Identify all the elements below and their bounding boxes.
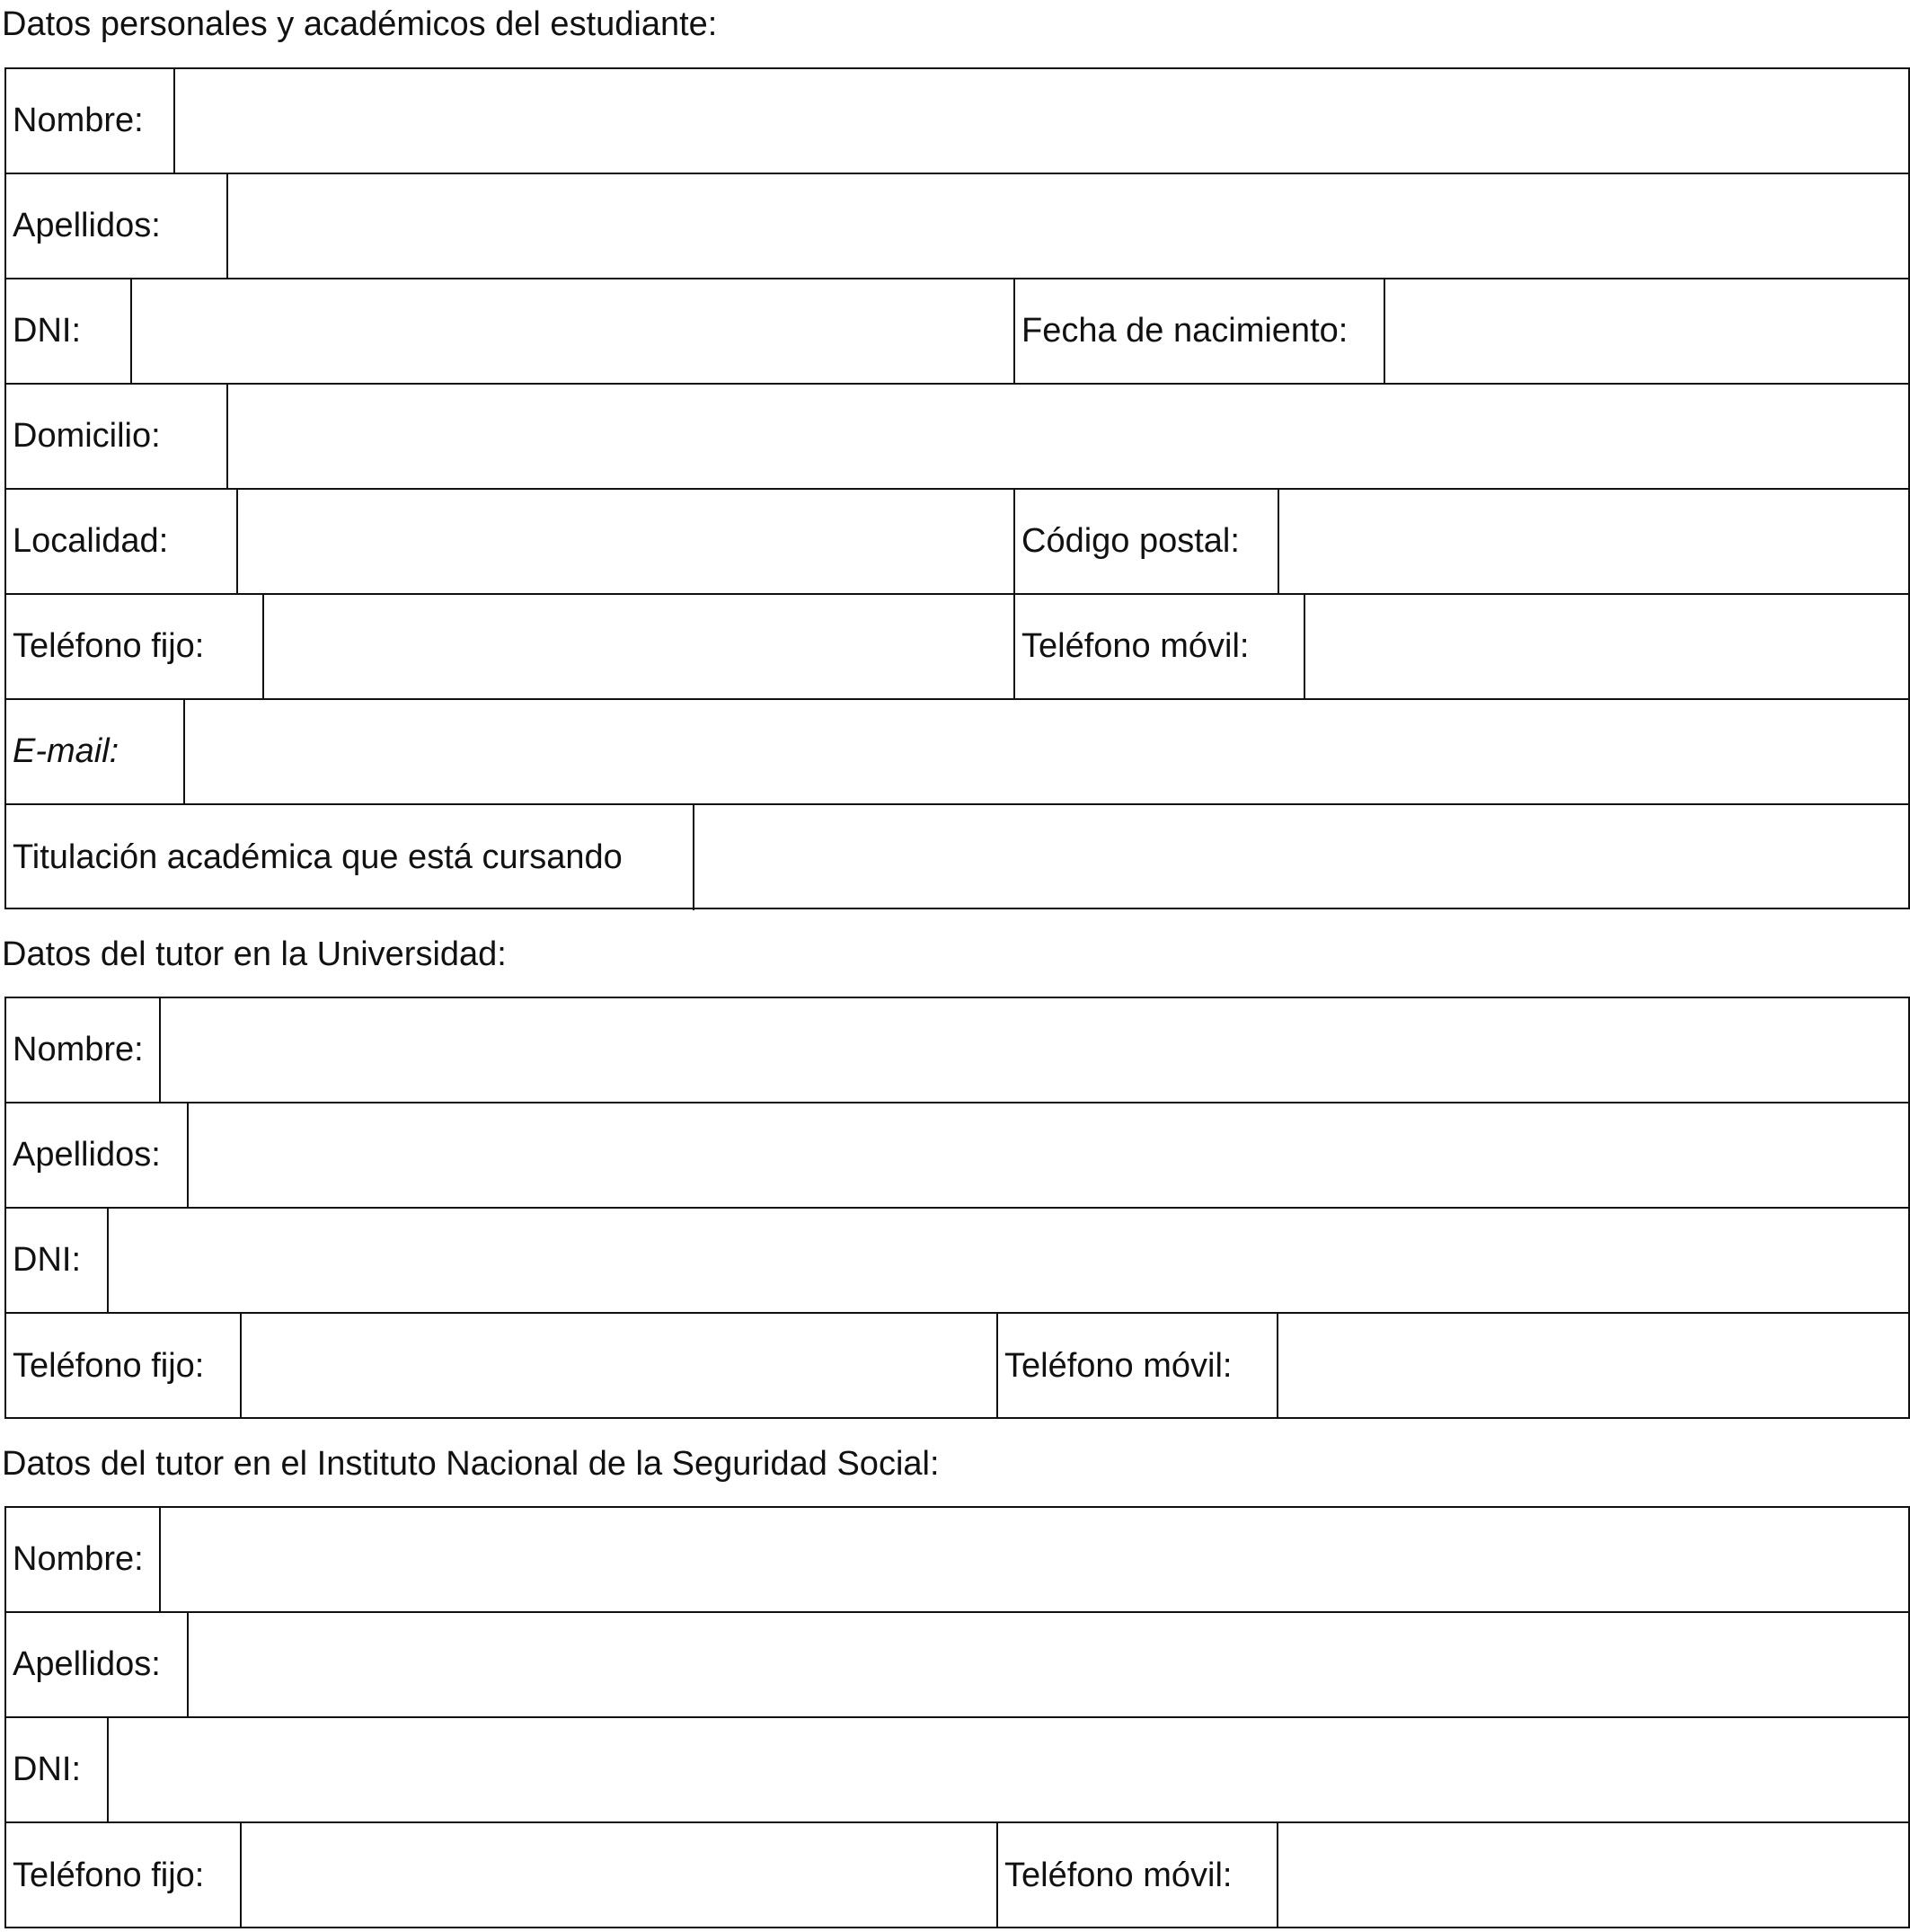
- student-section-heading: Datos personales y académicos del estudiante:: [2, 5, 718, 43]
- university-tutor-nombre-label: Nombre:: [6, 998, 161, 1102]
- student-domicilio-field[interactable]: [228, 385, 1908, 488]
- university-tutor-form-table: [4, 997, 1910, 1419]
- inss-tutor-telefono-fijo-field[interactable]: [242, 1823, 998, 1928]
- student-row-nombre: [6, 69, 1908, 174]
- inss-tutor-row-telefonos: [6, 1823, 1908, 1928]
- university-tutor-telefono-movil-label: Teléfono móvil:: [998, 1314, 1278, 1419]
- university-tutor-row-dni: [6, 1209, 1908, 1314]
- student-apellidos-field[interactable]: [228, 174, 1908, 278]
- student-titulacion-field[interactable]: [694, 805, 1908, 910]
- student-apellidos-label: Apellidos:: [6, 174, 228, 278]
- university-tutor-dni-label: DNI:: [6, 1209, 109, 1312]
- inss-tutor-telefono-fijo-label: Teléfono fijo:: [6, 1823, 242, 1928]
- inss-tutor-form-table: [4, 1506, 1910, 1928]
- student-row-titulacion: [6, 805, 1908, 910]
- student-telefono-fijo-field[interactable]: [264, 595, 1015, 698]
- inss-tutor-row-dni: [6, 1718, 1908, 1823]
- university-tutor-telefono-fijo-field[interactable]: [242, 1314, 998, 1419]
- student-telefono-fijo-label: Teléfono fijo:: [6, 595, 264, 698]
- university-tutor-row-nombre: [6, 998, 1908, 1103]
- inss-tutor-section-heading: Datos del tutor en el Instituto Nacional de la Seguridad Social:: [2, 1445, 940, 1483]
- student-row-apellidos: [6, 174, 1908, 279]
- student-row-telefonos: [6, 595, 1908, 700]
- university-tutor-telefono-fijo-label: Teléfono fijo:: [6, 1314, 242, 1419]
- student-row-dni: [6, 279, 1908, 385]
- student-titulacion-label: Titulación académica que está cursando: [6, 805, 694, 910]
- inss-tutor-row-apellidos: [6, 1613, 1908, 1718]
- student-domicilio-label: Domicilio:: [6, 385, 228, 488]
- inss-tutor-telefono-movil-label: Teléfono móvil:: [998, 1823, 1278, 1928]
- student-dni-field[interactable]: [132, 279, 1015, 383]
- university-tutor-telefono-movil-field[interactable]: [1278, 1314, 1908, 1419]
- student-fecha-nacimiento-field[interactable]: [1385, 279, 1908, 383]
- student-codigo-postal-label: Código postal:: [1015, 490, 1279, 593]
- inss-tutor-nombre-label: Nombre:: [6, 1508, 161, 1611]
- student-row-domicilio: [6, 385, 1908, 490]
- inss-tutor-row-nombre: [6, 1508, 1908, 1613]
- inss-tutor-dni-label: DNI:: [6, 1718, 109, 1821]
- student-codigo-postal-field[interactable]: [1279, 490, 1908, 593]
- university-tutor-row-telefonos: [6, 1314, 1908, 1419]
- student-fecha-nacimiento-label: Fecha de nacimiento:: [1015, 279, 1385, 383]
- student-dni-label: DNI:: [6, 279, 132, 383]
- student-localidad-label: Localidad:: [6, 490, 238, 593]
- university-tutor-apellidos-label: Apellidos:: [6, 1103, 189, 1207]
- university-tutor-dni-field[interactable]: [109, 1209, 1908, 1312]
- student-email-label: E-mail:: [6, 700, 185, 803]
- inss-tutor-telefono-movil-field[interactable]: [1278, 1823, 1908, 1928]
- student-form-table: [4, 67, 1910, 909]
- student-row-email: [6, 700, 1908, 805]
- student-telefono-movil-label: Teléfono móvil:: [1015, 595, 1305, 698]
- inss-tutor-dni-field[interactable]: [109, 1718, 1908, 1821]
- student-telefono-movil-field[interactable]: [1305, 595, 1908, 698]
- student-row-localidad: [6, 490, 1908, 595]
- university-tutor-nombre-field[interactable]: [161, 998, 1908, 1102]
- inss-tutor-apellidos-label: Apellidos:: [6, 1613, 189, 1716]
- student-nombre-label: Nombre:: [6, 69, 175, 173]
- student-email-field[interactable]: [185, 700, 1908, 803]
- student-nombre-field[interactable]: [175, 69, 1908, 173]
- inss-tutor-apellidos-field[interactable]: [189, 1613, 1908, 1716]
- inss-tutor-nombre-field[interactable]: [161, 1508, 1908, 1611]
- university-tutor-apellidos-field[interactable]: [189, 1103, 1908, 1207]
- university-tutor-row-apellidos: [6, 1103, 1908, 1209]
- student-localidad-field[interactable]: [238, 490, 1015, 593]
- university-tutor-section-heading: Datos del tutor en la Universidad:: [2, 935, 507, 973]
